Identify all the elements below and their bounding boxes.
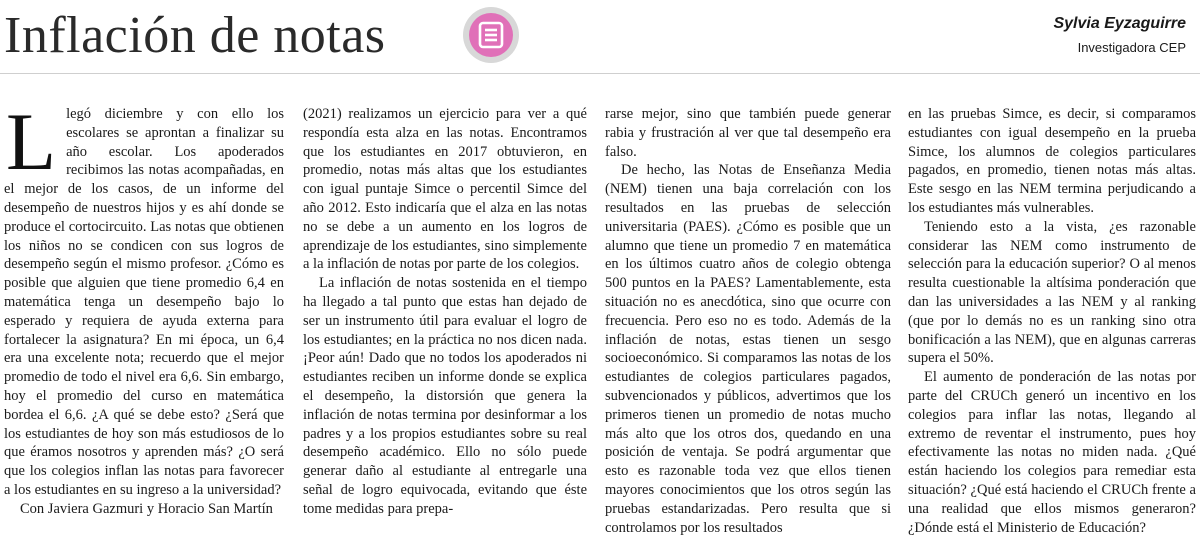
article-title: Inflación de notas [4, 7, 386, 64]
column-3 [605, 105, 891, 536]
paragraph: en las pruebas Simce, es decir, si comparamos estudiantes con igual desempeño en la prueba Simce, los alumnos de colegios particulares pagados, en promedio, tienen notas más altas. Este sesgo en las NEM termina perjudicando a los estudiantes más vulnerables. [908, 106, 1196, 216]
paragraph [4, 96, 284, 500]
paragraph: Teniendo esto a la vista, ¿es razonable considerar las NEM como instrumento de selección para la educación superior? O al menos resulta cuestionable la altísima ponderación que dan las universidades a las NEM y al ranking (que por lo demás no es un ranking sino otra bonificación a las NEM), que en algunas carreras supera el 50%. [908, 218, 1196, 367]
paragraph-text: legó diciembre y con ello los escolares se aprontan a finalizar su año escolar. Los apoderados recibimos las notas acompañadas, en el mejor de los casos, de un informe del desempeño de nuestros hijos y es ahí donde se produce el cortocircuito. Las notas que obtienen los niños no se condicen con sus logros de desempeño según el mismo profesor. ¿Cómo es posible que alguien que tiene promedio 6,4 en matemática tenga un desempeño bajo lo esperado y requiera de ayuda externa para fortalecer la asignatura? En mi época, un 6,4 era una excelente nota; recuerdo que el mejor promedio de todo el nivel era 6,6. Sin embargo, hoy el promedio del curso en matemática bordea el 6,6. ¿A qué se debe esto? ¿Será que los estudiantes de hoy son más estudiosos de lo que éramos nosotros y aprenden más? ¿O será que los colegios inflan las notas para favorecer a los estudiantes en su ingreso a la universidad? [4, 106, 284, 498]
author-name: Sylvia Eyzaguirre [1053, 15, 1186, 32]
document-list-icon [463, 7, 519, 63]
document-glyph [478, 21, 504, 49]
paragraph: rarse mejor, sino que también puede generar rabia y frustración al ver que tal desempeño era falso. [605, 106, 891, 160]
column-4 [908, 105, 1196, 536]
column-2 [303, 105, 587, 527]
drop-cap: L [6, 96, 57, 187]
author-role: Investigadora CEP [1077, 40, 1186, 55]
paragraph: (2021) realizamos un ejercicio para ver a qué respondía esta alza en las notas. Encontramos que los estudiantes en 2017 obtuvieron, en promedio, notas más altas que los estudiantes con igual puntaje Simce o percentil Simce del año 2012. Esto indicaría que el alza en las notas no se debe a un aumento en los logros de aprendizaje de los estudiantes, sino simplemente a la inflación de notas por parte de los colegios. [303, 106, 587, 273]
icon-badge [469, 13, 513, 57]
byline [1053, 14, 1186, 57]
paragraph: Con Javiera Gazmuri y Horacio San Martín [20, 500, 273, 517]
header-divider [0, 73, 1200, 74]
column-1 [4, 96, 284, 527]
paragraph: De hecho, las Notas de Enseñanza Media (NEM) tienen una baja correlación con los resultados en las pruebas de selección universitaria (PAES). ¿Cómo es posible que un alumno que tiene un promedio 7 en matemática en los últimos cuatro años de colegio obtenga 500 puntos en la PAES? Lamentablemente, esta situación no es anecdótica, sino que ocurre con frecuencia. Pero eso no es todo. Además de la inflación de notas, estas tienen un sesgo socioeconómico. Si comparamos las notas de los estudiantes de colegios particulares pagados, subvencionados y públicos, advertimos que los primeros tienen un promedio de notas mucho más alto que los otros dos, quedando en una posición de ventaja. Se podrá argumentar que esto es razonable toda vez que ellos tienen mayores conocimientos que los otros según las pruebas estandarizadas. Pero resulta que si controlamos por los resultados [605, 162, 891, 536]
paragraph: El aumento de ponderación de las notas por parte del CRUCh generó un incentivo en los colegios para inflar las notas, llegando al extremo de reventar el instrumento, pues hoy efectivamente las notas no miden nada. ¿Qué están haciendo los colegios para remediar esta situación? ¿Qué está haciendo el CRUCh frente a una realidad que ellos mismos generaron? ¿Dónde está el Ministerio de Educación? [908, 369, 1196, 536]
paragraph: La inflación de notas sostenida en el tiempo ha llegado a tal punto que estas han dejado de ser un instrumento útil para evaluar el logro de los estudiantes; en la práctica no nos dicen nada. ¡Peor aún! Dado que no todos los apoderados ni estudiantes reciben un informe donde se explica el desempeño, la distorsión que genera la inflación de notas termina por desinformar a los padres y a los propios estudiantes sobre su real desempeño académico. Ello no sólo puede generar daño al estudiante al entregarle una señal de logro equivocada, evitando que éste tome medidas para prepa- [303, 275, 587, 517]
